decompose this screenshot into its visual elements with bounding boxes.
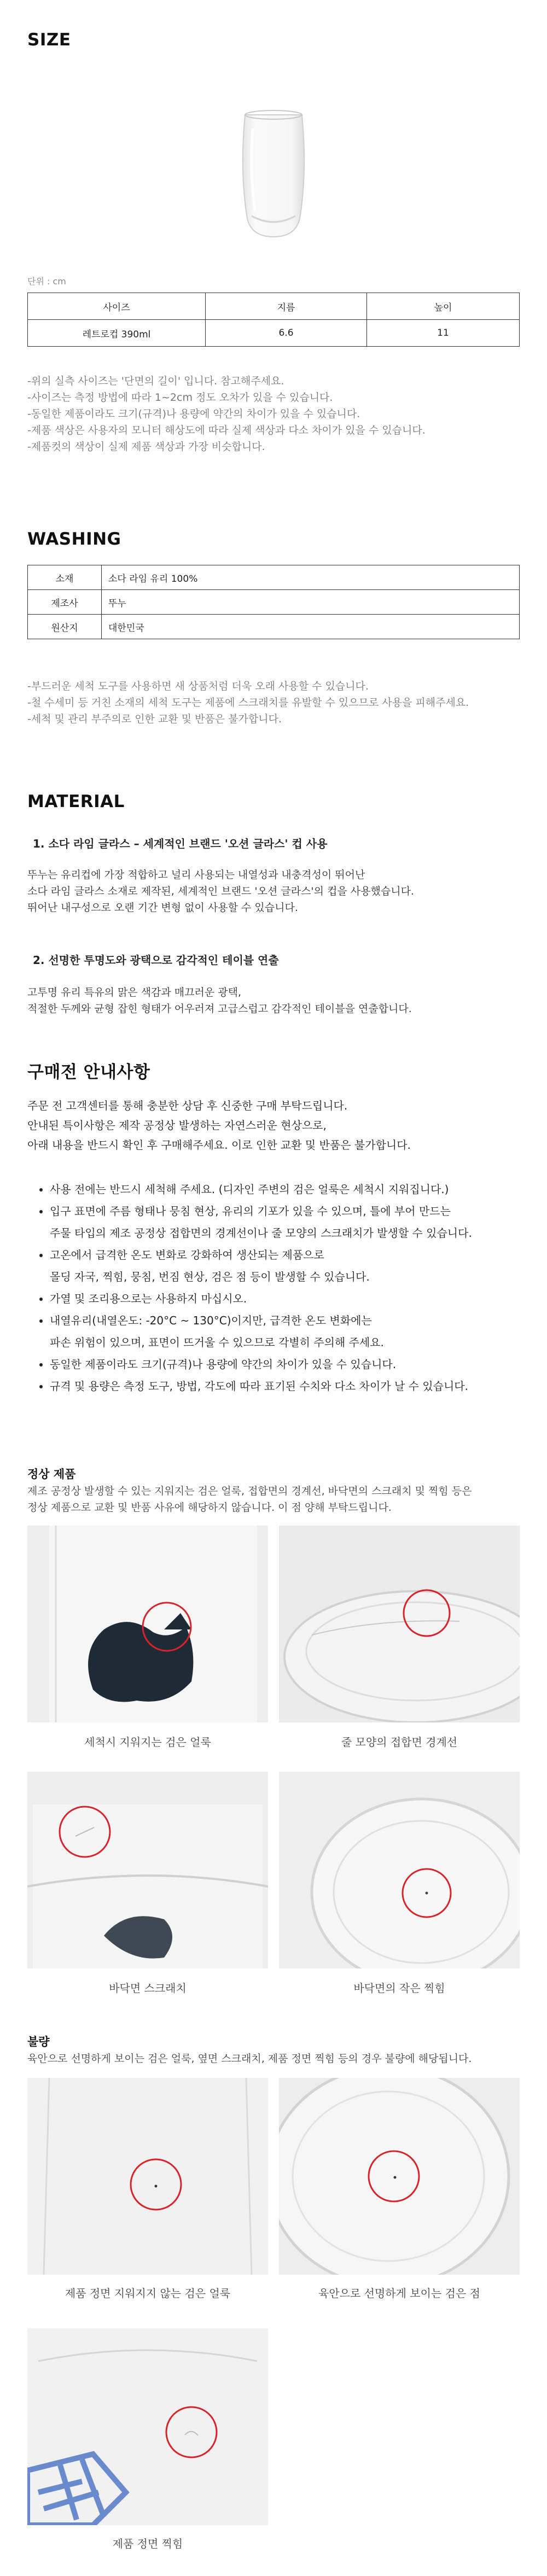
photo-seam-line — [279, 1526, 520, 1722]
purchase-title: 구매전 안내사항 — [27, 1062, 150, 1082]
material-title: MATERIAL — [27, 792, 125, 811]
photo-black-stain-removable — [27, 1526, 268, 1722]
bullet-line: 입구 표면에 주름 형태나 뭉침 현상, 유리의 기포가 있을 수 있으며, 틀에 부어 만드는 — [50, 1205, 451, 1218]
material-subtitle-2: 2. 선명한 투명도와 광택으로 감각적인 테이블 연출 — [33, 954, 279, 967]
washing-note: -세척 및 관리 부주의로 인한 교환 및 반품은 불가합니다. — [27, 713, 282, 725]
photo-front-dent — [27, 2328, 268, 2525]
purchase-bullet: • 가열 및 조리용으로는 사용하지 마십시오. — [50, 1288, 539, 1310]
purchase-intro-line: 주문 전 고객센터를 통해 충분한 상담 후 신중한 구매 부탁드립니다. — [27, 1099, 348, 1112]
washing-table — [27, 565, 520, 639]
size-header-height: 높이 — [367, 293, 520, 320]
size-notes — [27, 373, 531, 455]
size-note: -제품컷의 색상이 실제 제품 색상과 가장 비슷합니다. — [27, 441, 265, 453]
washing-title: WASHING — [27, 529, 121, 549]
caption-defect-1: 제품 정면 지워지지 않는 검은 얼룩 — [65, 2287, 231, 2300]
unit-label: 단위 : cm — [27, 276, 66, 287]
caption-defect-2: 육안으로 선명하게 보이는 검은 점 — [318, 2287, 480, 2300]
material-paragraph-2 — [27, 984, 531, 1017]
purchase-bullet — [50, 1200, 539, 1244]
purchase-bullets — [36, 1178, 539, 1397]
photo-visible-black-dot — [279, 2078, 520, 2275]
caption-normal-4: 바닥면의 작은 찍힘 — [353, 1982, 445, 1995]
size-table — [27, 293, 520, 347]
size-note: -위의 실측 사이즈는 '단면의 길이' 입니다. 참고해주세요. — [27, 375, 284, 387]
material-line: 소다 라임 글라스 소재로 제작된, 세계적인 브랜드 '오션 글라스'의 컵을 사용했습니다. — [27, 885, 414, 897]
washing-note: -부드러운 세척 도구를 사용하면 새 상품처럼 더욱 오래 사용할 수 있습니다. — [27, 680, 369, 692]
purchase-bullet — [50, 1244, 539, 1288]
defect-title: 불량 — [27, 2035, 50, 2048]
material-line: 뚜누는 유리컵에 가장 적합하고 널리 사용되는 내열성과 내충격성이 뛰어난 — [27, 869, 365, 881]
photo-bottom-scratch — [27, 1772, 268, 1968]
bullet-line: 고온에서 급격한 온도 변화로 강화하여 생산되는 제품으로 — [50, 1248, 324, 1261]
purchase-intro-line: 아래 내용을 반드시 확인 후 구매해주세요. 이로 인한 교환 및 반품은 불가합니다. — [27, 1138, 411, 1152]
washing-notes — [27, 678, 536, 727]
washing-note: -철 수세미 등 거친 소재의 세척 도구는 제품에 스크래치를 유발할 수 있으므로 사용을 피해주세요. — [27, 697, 469, 709]
washing-value: 뚜누 — [102, 590, 520, 615]
size-cell-height: 11 — [367, 320, 520, 347]
material-subtitle-1: 1. 소다 라임 글라스 – 세계적인 브랜드 '오션 글라스' 컵 사용 — [33, 837, 328, 850]
normal-title: 정상 제품 — [27, 1468, 76, 1481]
size-title: SIZE — [27, 30, 71, 50]
material-line: 적절한 두께와 균형 잡힌 형태가 어우러져 고급스럽고 감각적인 테이블을 연출합니다. — [27, 1003, 412, 1015]
photo-bottom-dent — [279, 1772, 520, 1968]
normal-desc-line: 정상 제품으로 교환 및 반품 사유에 해당하지 않습니다. 이 점 양해 부탁드립니다. — [27, 1502, 392, 1514]
defect-desc: 육안으로 선명하게 보이는 검은 얼룩, 옆면 스크래치, 제품 정면 찍힘 등의 경우 불량에 해당됩니다. — [27, 2053, 472, 2065]
caption-defect-3: 제품 정면 찍힘 — [112, 2537, 183, 2550]
caption-normal-2: 줄 모양의 접합면 경계선 — [341, 1736, 458, 1749]
washing-value: 소다 라임 유리 100% — [102, 565, 520, 590]
normal-desc-line: 제조 공정상 발생할 수 있는 지워지는 검은 얼룩, 접합면의 경계선, 바닥면의 스크래치 및 찍힘 등은 — [27, 1485, 472, 1497]
material-line: 뛰어난 내구성으로 오랜 기간 변형 없이 사용할 수 있습니다. — [27, 902, 298, 914]
size-note: -사이즈는 측정 방법에 따라 1~2cm 정도 오차가 있을 수 있습니다. — [27, 392, 333, 404]
size-cell-diameter: 6.6 — [206, 320, 367, 347]
size-cell-name: 레트로컵 390ml — [28, 320, 206, 347]
washing-label: 소재 — [28, 565, 102, 590]
size-note: -제품 색상은 사용자의 모니터 해상도에 따라 실제 색상과 다소 차이가 있을 수 있습니다. — [27, 424, 426, 436]
bullet-line: 몰딩 자국, 찍힘, 뭉침, 번짐 현상, 검은 점 등이 발생할 수 있습니다. — [50, 1270, 370, 1283]
bullet-line: 주물 타입의 제조 공정상 접합면의 경계선이나 줄 모양의 스크래치가 발생할 수 있습니다. — [50, 1226, 472, 1240]
material-paragraph-1 — [27, 867, 531, 916]
washing-label: 제조사 — [28, 590, 102, 615]
normal-desc — [27, 1483, 536, 1516]
purchase-bullet — [50, 1310, 539, 1353]
purchase-intro — [27, 1096, 536, 1155]
size-header-diameter: 지름 — [206, 293, 367, 320]
size-note: -동일한 제품이라도 크기(규격)나 용량에 약간의 차이가 있을 수 있습니다. — [27, 408, 360, 420]
material-line: 고투명 유리 특유의 맑은 색감과 매끄러운 광택, — [27, 986, 242, 998]
purchase-bullet: • 사용 전에는 반드시 세척해 주세요. (디자인 주변의 검은 얼룩은 세척시 지워집니다.) — [50, 1178, 539, 1200]
photo-front-stain — [27, 2078, 268, 2275]
washing-label: 원산지 — [28, 615, 102, 639]
caption-normal-1: 세척시 지워지는 검은 얼룩 — [84, 1736, 211, 1749]
glass-image — [224, 107, 323, 243]
washing-value: 대한민국 — [102, 615, 520, 639]
size-header-name: 사이즈 — [28, 293, 206, 320]
bullet-line: 내열유리(내열온도: -20°C ~ 130°C)이지만, 급격한 온도 변화에는 — [50, 1314, 372, 1327]
bullet-line: 파손 위험이 있으며, 표면이 뜨거울 수 있으므로 각별히 주의해 주세요. — [50, 1336, 384, 1349]
caption-normal-3: 바닥면 스크래치 — [109, 1982, 187, 1995]
purchase-bullet: • 동일한 제품이라도 크기(규격)나 용량에 약간의 차이가 있을 수 있습니다. — [50, 1353, 539, 1375]
purchase-intro-line: 안내된 특이사항은 제작 공정상 발생하는 자연스러운 현상으로, — [27, 1119, 327, 1132]
purchase-bullet: • 규격 및 용량은 측정 도구, 방법, 각도에 따라 표기된 수치와 다소 차이가 날 수 있습니다. — [50, 1375, 539, 1397]
